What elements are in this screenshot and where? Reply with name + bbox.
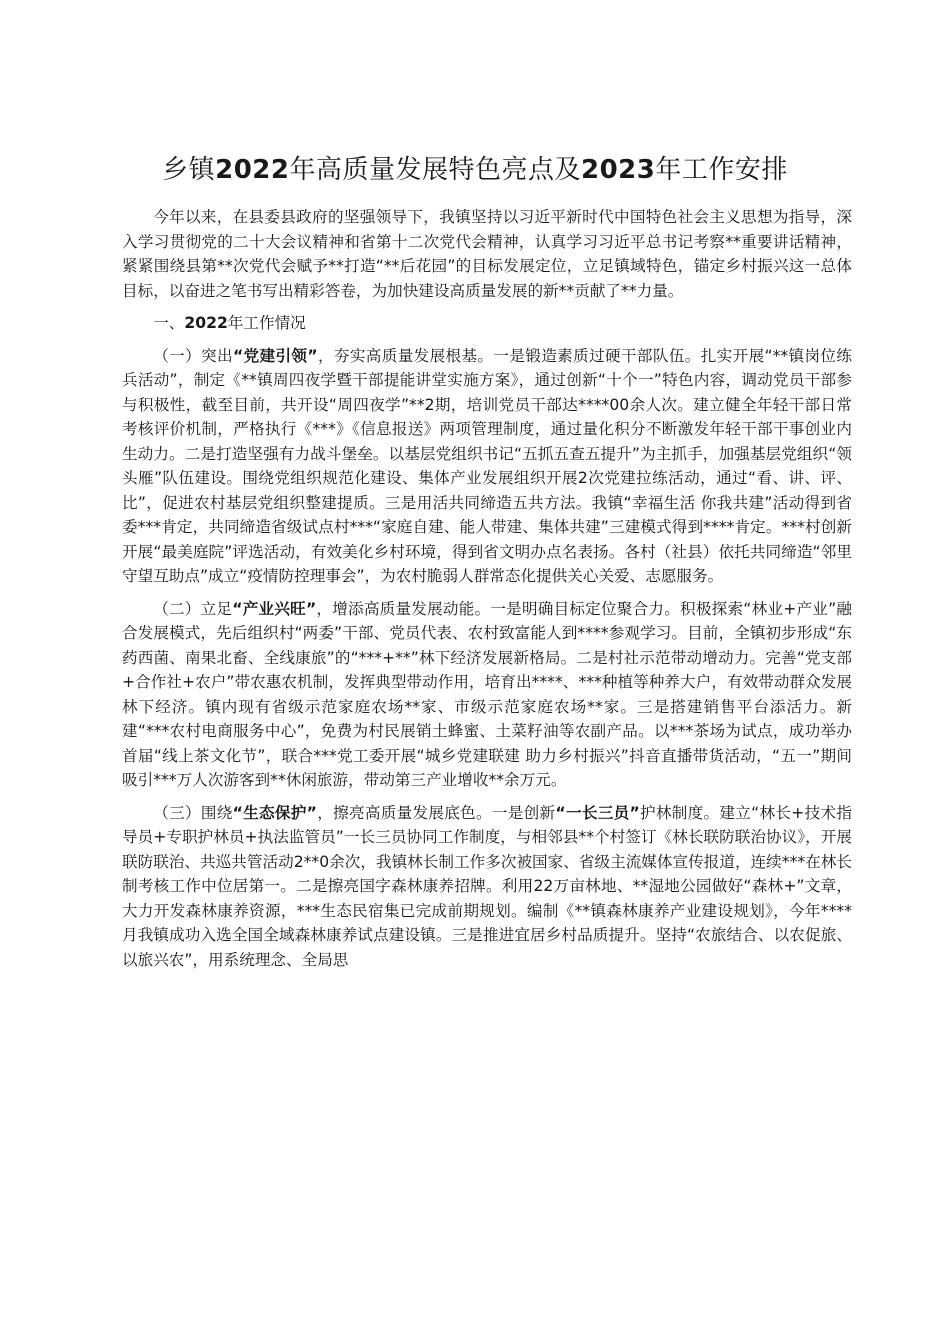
lead-prefix: （二）立足 <box>153 599 233 618</box>
lead-suffix: ，夯实高质量发展根基。 <box>317 346 494 365</box>
title-part-2: 年高质量发展特色亮点及 <box>289 155 581 185</box>
lead-prefix: （三）围绕 <box>153 803 233 822</box>
title-year-2: 2023 <box>581 155 656 185</box>
lead-suffix: ，擦亮高质量发展底色。 <box>316 803 492 822</box>
paragraph-keyword: “一长三员” <box>555 803 640 822</box>
paragraph-party-building <box>122 344 852 589</box>
section-heading-year: 2022 <box>184 314 228 332</box>
paragraph-lead <box>153 600 490 618</box>
lead-keyword: “党建引领” <box>232 346 318 365</box>
title-part-1: 乡镇 <box>162 155 216 185</box>
section-heading-1 <box>122 311 852 336</box>
document-title <box>0 150 950 190</box>
lead-suffix: ，增添高质量发展动能。 <box>316 599 491 618</box>
paragraph-ecology <box>122 801 852 973</box>
intro-paragraph: 今年以来，在县委县政府的坚强领导下，我镇坚持以习近平新时代中国特色社会主义思想为指导，深入学习贯彻党的二十大会议精神和省第十二次党代会精神，认真学习习近平总书记考察**重要讲话精神，紧紧围绕县第**次党代会赋予**打造“**后花园”的目标发展定位，立足镇域特色，锚定乡村振兴这一总体目标，以奋进之笔书写出精彩答卷，为加快建设高质量发展的新**贡献了**力量。 <box>122 208 852 300</box>
paragraph-text-a: 一是创新 <box>491 803 556 822</box>
section-heading-prefix: 一、 <box>153 314 185 332</box>
title-year-1: 2022 <box>215 155 290 185</box>
lead-keyword: “生态保护” <box>232 803 317 822</box>
paragraph-text: 一是明确目标定位聚合力。积极探索“林业+产业”融合发展模式，先后组织村“两委”干部、党员代表、农村致富能人到****参观学习。目前，全镇初步形成“东药西菌、南果北畜、全线康旅”的“***+**”林下经济发展新格局。二是村社示范带动增动力。完善“党支部+合作社+农户”带农惠农机制，发挥典型带动作用，培育出****、***种植等种养大户，有效带动群众发展林下经济。镇内现有省级示范家庭农场**家、市级示范家庭农场**家。三是搭建销售平台添活力。新建“***农村电商服务中心”，免费为村民展销土蜂蜜、土菜籽油等农副产品。以***茶场为试点，成功举办首届“线上茶文化节”，联合***党工委开展“城乡党建联建 助力乡村振兴”抖音直播带货活动，“五一”期间吸引***万人次游客到**休闲旅游，带动第三产业增收**余万元。 <box>122 599 852 789</box>
paragraph-lead <box>153 347 493 365</box>
title-part-3: 年工作安排 <box>655 155 788 185</box>
lead-keyword: “产业兴旺” <box>232 599 317 618</box>
paragraph-text-c: 护林制度。建立“林长+技术指导员+专职护林员+执法监管员”一长三员协同工作制度，与相邻县**个村签订《林长联防联治协议》，开展联防联治、共巡共管活动2**0余次，我镇林长制工作多次被国家、省级主流媒体宣传报道，连续***在林长制考核工作中位居第一。二是擦亮国字森林康养招牌。利用22万亩林地、**湿地公园做好“森林+”文章，大力开发森林康养资源，***生态民宿集已完成前期规划。编制《**镇森林康养产业建设规划》，今年****月我镇成功入选全国全域森林康养试点建设镇。三是推进宜居乡村品质提升。坚持“农旅结合、以农促旅、以旅兴农”，用系统理念、全局思 <box>122 803 852 969</box>
paragraph-lead <box>153 804 492 822</box>
paragraph-industry <box>122 597 852 793</box>
document-body <box>122 205 852 980</box>
lead-prefix: （一）突出 <box>153 346 233 365</box>
section-heading-suffix: 年工作情况 <box>227 314 306 332</box>
paragraph-text: 一是锻造素质过硬干部队伍。扎实开展“**镇岗位练兵活动”，制定《**镇周四夜学暨干部提能讲堂实施方案》，通过创新“十个一”特色内容，调动党员干部参与积极性，截至目前，共开设“周四夜学”**2期，培训党员干部达****00余人次。建立健全年轻干部日常考核评价机制，严格执行《***》《信息报送》两项管理制度，通过量化积分不断激发年轻干部干事创业内生动力。二是打造坚强有力战斗堡垒。以基层党组织书记“五抓五查五提升”为主抓手，加强基层党组织“领头雁”队伍建设。围绕党组织规范化建设、集体产业发展组织开展2次党建拉练活动，通过“看、讲、评、比”，促进农村基层党组织整建提质。三是用活共同缔造五共方法。我镇“幸福生活 你我共建”活动得到省委***肯定，共同缔造省级试点村***“家庭自建、能人带建、集体共建”三建模式得到****肯定。***村创新开展“最美庭院”评选活动，有效美化乡村环境，得到省文明办点名表扬。各村（社县）依托共同缔造“邻里守望互助点”成立“疫情防控理事会”，为农村脆弱人群常态化提供关心关爱、志愿服务。 <box>122 346 852 585</box>
